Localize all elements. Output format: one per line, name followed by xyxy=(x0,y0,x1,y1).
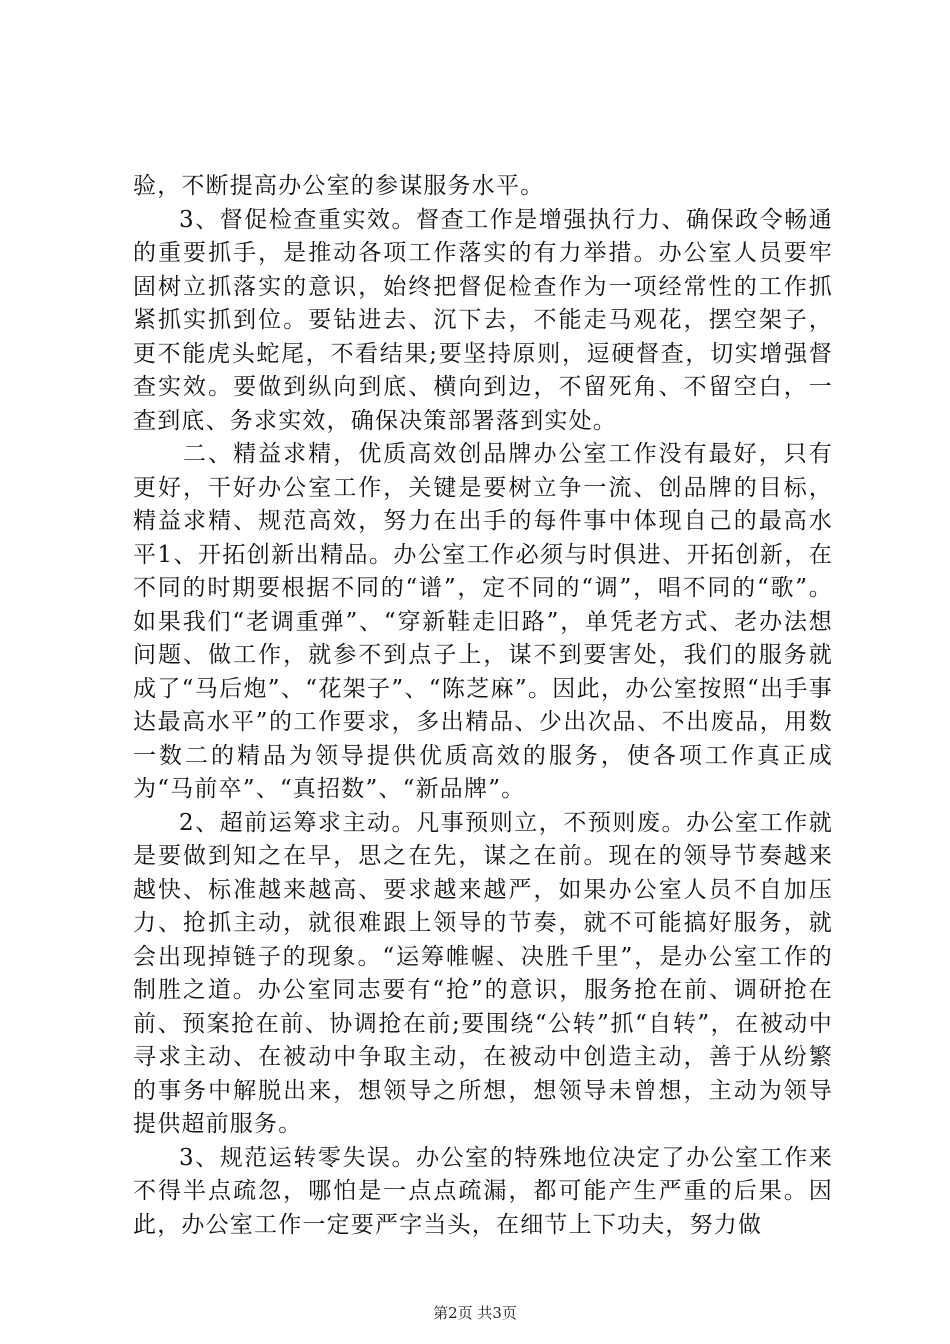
paragraph-section-two: 二、精益求精，优质高效创品牌办公室工作没有最好，只有更好，干好办公室工作，关键是要树立争一流、创品牌的目标，精益求精、规范高效，努力在出手的每件事中体现自己的最高水平1、开拓创新出精品。办公室工作必须与时俱进、开拓创新，在不同的时期要根据不同的“谱”，定不同的“调”，唱不同的“歌”。如果我们“老调重弹”、“穿新鞋走旧路”，单凭老方式、老办法想问题、做工作，就参不到点子上，谋不到要害处，我们的服务就成了“马后炮”、“花架子”、“陈芝麻”。因此，办公室按照“出手事达最高水平”的工作要求，多出精品、少出次品、不出废品，用数一数二的精品为领导提供优质高效的服务，使各项工作真正成为“马前卒”、“真招数”、“新品牌”。 xyxy=(133,441,833,802)
paragraph-standard-operation: 3、规范运转零失误。办公室的特殊地位决定了办公室工作来不得半点疏忽，哪怕是一点点疏漏，都可能产生严重的后果。因此，办公室工作一定要严字当头，在细节上下功夫，努力做 xyxy=(133,1144,833,1238)
paragraph-continuation: 验，不断提高办公室的参谋服务水平。 xyxy=(133,173,545,199)
paragraph-proactive-planning: 2、超前运筹求主动。凡事预则立，不预则废。办公室工作就是要做到知之在早，思之在先，谋之在前。现在的领导节奏越来越快、标准越来越高、要求越来越严，如果办公室人员不自加压力、抢抓主动，就很难跟上领导的节奏，就不可能搞好服务，就会出现掉链子的现象。“运筹帷幄、决胜千里”，是办公室工作的制胜之道。办公室同志要有“抢”的意识，服务抢在前、调研抢在前、预案抢在前、协调抢在前;要围绕“公转”抓“自转”，在被动中寻求主动、在被动中争取主动，在被动中创造主动，善于从纷繁的事务中解脱出来，想领导之所想，想领导未曾想，主动为领导提供超前服务。 xyxy=(133,809,833,1137)
page-footer: 第2页 共3页 xyxy=(433,1304,517,1322)
document-body xyxy=(133,170,833,1242)
paragraph-supervision: 3、督促检查重实效。督查工作是增强执行力、确保政令畅通的重要抓手，是推动各项工作落实的有力举措。办公室人员要牢固树立抓落实的意识，始终把督促检查作为一项经常性的工作抓紧抓实抓到位。要钻进去、沉下去，不能走马观花，摆空架子，更不能虎头蛇尾，不看结果;要坚持原则，逗硬督查，切实增强督查实效。要做到纵向到底、横向到边，不留死角、不留空白，一查到底、务求实效，确保决策部署落到实处。 xyxy=(133,206,833,434)
